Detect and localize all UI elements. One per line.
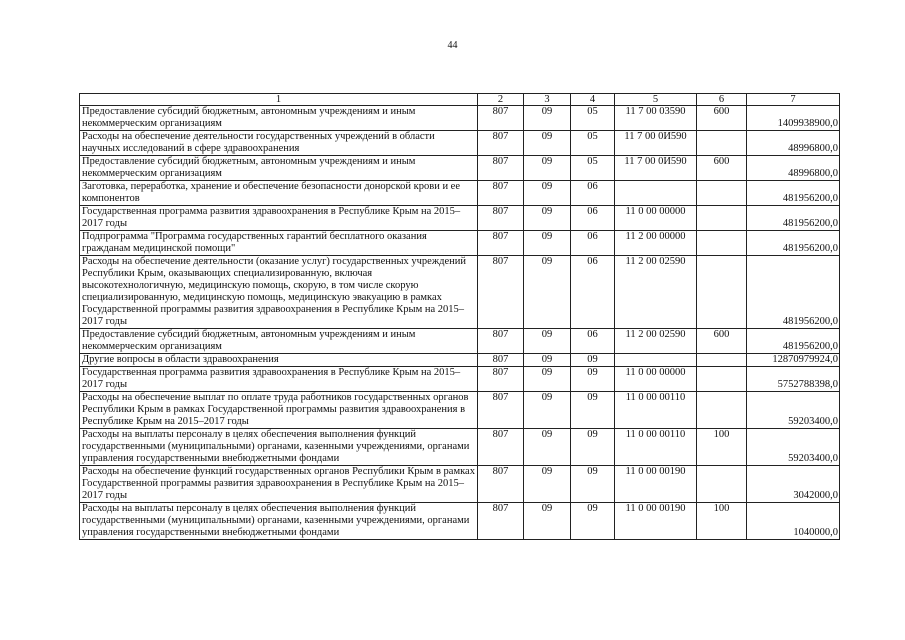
ministry-code: 807 <box>478 231 524 256</box>
target-article-code: 11 7 00 0И590 <box>615 156 697 181</box>
amount: 481956200,0 <box>747 256 840 329</box>
ministry-code: 807 <box>478 329 524 354</box>
item-name: Другие вопросы в области здравоохранения <box>80 354 478 367</box>
target-article-code: 11 0 00 00110 <box>615 392 697 429</box>
expense-type-code: 100 <box>697 429 747 466</box>
expense-type-code <box>697 466 747 503</box>
expense-type-code <box>697 231 747 256</box>
item-name: Государственная программа развития здравоохранения в Республике Крым на 2015–2017 годы <box>80 367 478 392</box>
subsection-code: 05 <box>571 156 615 181</box>
target-article-code: 11 7 00 03590 <box>615 106 697 131</box>
target-article-code: 11 0 00 00190 <box>615 466 697 503</box>
item-name: Расходы на обеспечение деятельности государственных учреждений в области научных исследований в сфере здравоохранения <box>80 131 478 156</box>
expense-type-code <box>697 354 747 367</box>
amount: 48996800,0 <box>747 156 840 181</box>
subsection-code: 05 <box>571 106 615 131</box>
expense-type-code <box>697 367 747 392</box>
table-row <box>80 367 840 392</box>
target-article-code <box>615 354 697 367</box>
section-code: 09 <box>524 392 571 429</box>
amount: 1040000,0 <box>747 503 840 540</box>
item-name: Предоставление субсидий бюджетным, автономным учреждениям и иным некоммерческим организациям <box>80 329 478 354</box>
amount: 59203400,0 <box>747 392 840 429</box>
target-article-code <box>615 181 697 206</box>
section-code: 09 <box>524 354 571 367</box>
section-code: 09 <box>524 329 571 354</box>
section-code: 09 <box>524 106 571 131</box>
section-code: 09 <box>524 156 571 181</box>
ministry-code: 807 <box>478 429 524 466</box>
section-code: 09 <box>524 206 571 231</box>
subsection-code: 06 <box>571 206 615 231</box>
expense-type-code: 100 <box>697 503 747 540</box>
item-name: Расходы на выплаты персоналу в целях обеспечения выполнения функций государственными (муниципальными) органами, казенными учреждениями, органами управления государственными внебюджетными фондами <box>80 429 478 466</box>
amount: 48996800,0 <box>747 131 840 156</box>
header-row <box>80 94 840 106</box>
ministry-code: 807 <box>478 503 524 540</box>
ministry-code: 807 <box>478 206 524 231</box>
table-row <box>80 181 840 206</box>
subsection-code: 09 <box>571 354 615 367</box>
header-cell: 1 <box>80 94 478 106</box>
amount: 59203400,0 <box>747 429 840 466</box>
subsection-code: 09 <box>571 429 615 466</box>
expense-type-code <box>697 206 747 231</box>
amount: 3042000,0 <box>747 466 840 503</box>
amount: 5752788398,0 <box>747 367 840 392</box>
page-number: 44 <box>447 40 458 51</box>
item-name: Расходы на обеспечение выплат по оплате труда работников государственных органов Республики Крым в рамках Государственной программы развития здравоохранения в Республике Крым на 2015–2017 годы <box>80 392 478 429</box>
expense-type-code: 600 <box>697 329 747 354</box>
target-article-code: 11 2 00 02590 <box>615 329 697 354</box>
amount: 481956200,0 <box>747 181 840 206</box>
header-cell: 5 <box>615 94 697 106</box>
ministry-code: 807 <box>478 256 524 329</box>
subsection-code: 09 <box>571 466 615 503</box>
section-code: 09 <box>524 256 571 329</box>
expense-type-code <box>697 181 747 206</box>
table-row <box>80 429 840 466</box>
amount: 481956200,0 <box>747 329 840 354</box>
table-row <box>80 256 840 329</box>
target-article-code: 11 2 00 02590 <box>615 256 697 329</box>
table-row <box>80 231 840 256</box>
table-row <box>80 106 840 131</box>
target-article-code: 11 0 00 00190 <box>615 503 697 540</box>
target-article-code: 11 0 00 00110 <box>615 429 697 466</box>
ministry-code: 807 <box>478 354 524 367</box>
expense-type-code <box>697 392 747 429</box>
table-row <box>80 206 840 231</box>
amount: 12870979924,0 <box>747 354 840 367</box>
subsection-code: 09 <box>571 503 615 540</box>
header-cell: 6 <box>697 94 747 106</box>
amount: 481956200,0 <box>747 206 840 231</box>
expense-type-code: 600 <box>697 106 747 131</box>
subsection-code: 06 <box>571 231 615 256</box>
table-row <box>80 131 840 156</box>
ministry-code: 807 <box>478 392 524 429</box>
section-code: 09 <box>524 367 571 392</box>
header-cell: 2 <box>478 94 524 106</box>
section-code: 09 <box>524 503 571 540</box>
ministry-code: 807 <box>478 156 524 181</box>
section-code: 09 <box>524 231 571 256</box>
section-code: 09 <box>524 429 571 466</box>
budget-table <box>79 93 840 540</box>
item-name: Расходы на выплаты персоналу в целях обеспечения выполнения функций государственными (муниципальными) органами, казенными учреждениями, органами управления государственными внебюджетными фондами <box>80 503 478 540</box>
target-article-code: 11 7 00 0И590 <box>615 131 697 156</box>
expense-type-code: 600 <box>697 156 747 181</box>
target-article-code: 11 0 00 00000 <box>615 367 697 392</box>
subsection-code: 06 <box>571 181 615 206</box>
expense-type-code <box>697 256 747 329</box>
section-code: 09 <box>524 466 571 503</box>
table-row <box>80 503 840 540</box>
item-name: Государственная программа развития здравоохранения в Республике Крым на 2015–2017 годы <box>80 206 478 231</box>
item-name: Предоставление субсидий бюджетным, автономным учреждениям и иным некоммерческим организациям <box>80 156 478 181</box>
table-row <box>80 354 840 367</box>
expense-type-code <box>697 131 747 156</box>
item-name: Подпрограмма "Программа государственных гарантий бесплатного оказания гражданам медицинской помощи" <box>80 231 478 256</box>
amount: 1409938900,0 <box>747 106 840 131</box>
ministry-code: 807 <box>478 131 524 156</box>
ministry-code: 807 <box>478 181 524 206</box>
item-name: Заготовка, переработка, хранение и обеспечение безопасности донорской крови и ее компонентов <box>80 181 478 206</box>
table-row <box>80 392 840 429</box>
item-name: Предоставление субсидий бюджетным, автономным учреждениям и иным некоммерческим организациям <box>80 106 478 131</box>
table-row <box>80 329 840 354</box>
item-name: Расходы на обеспечение деятельности (оказание услуг) государственных учреждений Республики Крым, оказывающих специализированную, включая высокотехнологичную, медицинскую помощь, скорую, в том числе скорую специализированную, медицинскую помощь, медицинскую эвакуацию в рамках Государственной программы развития здравоохранения в Республике Крым на 2015–2017 годы <box>80 256 478 329</box>
table-row <box>80 156 840 181</box>
ministry-code: 807 <box>478 466 524 503</box>
target-article-code: 11 2 00 00000 <box>615 231 697 256</box>
subsection-code: 06 <box>571 256 615 329</box>
subsection-code: 09 <box>571 367 615 392</box>
table-row <box>80 466 840 503</box>
target-article-code: 11 0 00 00000 <box>615 206 697 231</box>
subsection-code: 09 <box>571 392 615 429</box>
section-code: 09 <box>524 181 571 206</box>
header-cell: 4 <box>571 94 615 106</box>
subsection-code: 05 <box>571 131 615 156</box>
header-cell: 3 <box>524 94 571 106</box>
header-cell: 7 <box>747 94 840 106</box>
amount: 481956200,0 <box>747 231 840 256</box>
ministry-code: 807 <box>478 106 524 131</box>
subsection-code: 06 <box>571 329 615 354</box>
ministry-code: 807 <box>478 367 524 392</box>
section-code: 09 <box>524 131 571 156</box>
item-name: Расходы на обеспечение функций государственных органов Республики Крым в рамках Государственной программы развития здравоохранения в Республике Крым на 2015–2017 годы <box>80 466 478 503</box>
